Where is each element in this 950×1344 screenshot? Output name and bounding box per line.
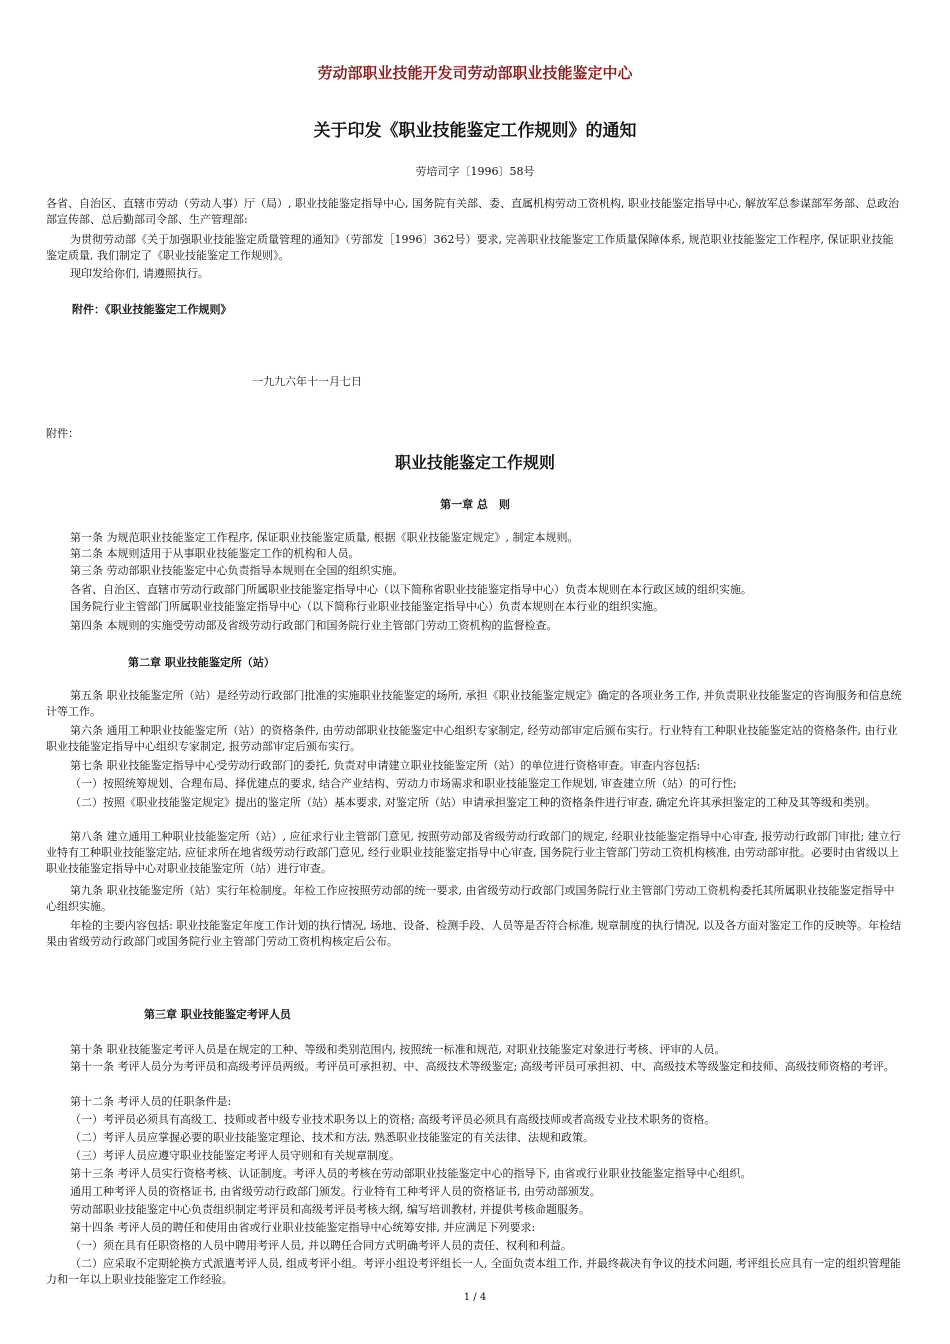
- document-number: 劳培司字〔1996〕58号: [415, 165, 535, 178]
- chapter-1-title: 第一章 总 则: [440, 498, 510, 511]
- article-14-item-2: （二）应采取不定期轮换方式派遣考评人员, 组成考评小组。考评小组设考评组长一人, 全面负责本组工作, 并最终裁决有争议的技术问题, 考评组长应具有一定的组织管理能力和一年以上职业技能鉴定工作经验。: [46, 1257, 901, 1286]
- rules-title: 职业技能鉴定工作规则: [394, 453, 555, 472]
- article-11: 第十一条 考评人员分为考评员和高级考评员两级。考评员可承担初、中、高级技术等级鉴定; 高级考评员可承担初、中、高级技术等级鉴定和技师、高级技师资格的考评。: [70, 1060, 895, 1073]
- attachment-label: 附件：: [46, 427, 79, 440]
- chapter-2-title: 第二章 职业技能鉴定所（站）: [128, 656, 275, 669]
- issuing-organization: 劳动部职业技能开发司劳动部职业技能鉴定中心: [317, 64, 633, 82]
- article-1: 第一条 为规范职业技能鉴定工作程序, 保证职业技能鉴定质量, 根据《职业技能鉴定规定》, 制定本规则。: [70, 531, 579, 544]
- article-13-certificates: 通用工种考评人员的资格证书, 由省级劳动行政部门颁发。行业特有工种考评人员的资格证书, 由劳动部颁发。: [70, 1185, 601, 1198]
- article-7: 第七条 职业技能鉴定指导中心受劳动行政部门的委托, 负责对申请建立职业技能鉴定所（站）的单位进行资格审查。审查内容包括:: [70, 759, 701, 772]
- notice-date: 一九九六年十一月七日: [252, 375, 362, 388]
- article-8: 第八条 建立通用工种职业技能鉴定所（站）, 应征求行业主管部门意见, 按照劳动部及省级劳动行政部门的规定, 经职业技能鉴定指导中心审查, 报劳动行政部门审批; 建立行业特有工种职业技能鉴定站, 应征求所在地省级劳动行政部门意见, 经行业职业技能鉴定指导中心审查, 国务院行业主管部门劳动工资机构核准, 由劳动部审批。必要时由省级以上职业技能鉴定指导中心对职业技能鉴定所（站）进行审查。: [46, 830, 901, 875]
- article-12: 第十二条 考评人员的任职条件是:: [70, 1095, 232, 1108]
- article-14-item-1: （一）须在具有任职资格的人员中聘用考评人员, 并以聘任合同方式明确考评人员的责任、权利和利益。: [70, 1239, 572, 1252]
- notice-body-2: 现印发给你们, 请遵照执行。: [70, 267, 209, 280]
- article-12-item-1: （一）考评员必须具有高级工、技师或者中级专业技术职务以上的资格; 高级考评员必须具有高级技师或者高级专业技术职务的资格。: [70, 1113, 716, 1126]
- article-6: 第六条 通用工种职业技能鉴定所（站）的资格条件, 由劳动部职业技能鉴定中心组织专家制定, 经劳动部审定后颁布实行。行业特有工种职业技能鉴定站的资格条件, 由行业职业技能鉴定指导中心组织专家制定, 报劳动部审定后颁布实行。: [46, 724, 898, 753]
- article-13: 第十三条 考评人员实行资格考核、认证制度。考评人员的考核在劳动部职业技能鉴定中心的指导下, 由省或行业职业技能鉴定指导中心组织。: [70, 1167, 752, 1180]
- article-12-item-3: （三）考评人员应遵守职业技能鉴定考评人员守则和有关规章制度。: [70, 1149, 400, 1162]
- addressees: 各省、自治区、直辖市劳动（劳动人事）厅（局）, 职业技能鉴定指导中心, 国务院有关部、委、直属机构劳动工资机构, 职业技能鉴定指导中心, 解放军总参谋部军务部、总政治部宣传部、总后勤部司令部、生产管理部:: [46, 197, 899, 226]
- notice-title: 关于印发《职业技能鉴定工作规则》的通知: [313, 121, 637, 141]
- article-9: 第九条 职业技能鉴定所（站）实行年检制度。年检工作应按照劳动部的统一要求, 由省级劳动行政部门或国务院行业主管部门劳动工资机构委托其所属职业技能鉴定指导中心组织实施。: [46, 884, 895, 913]
- attachment-line: 附件：《职业技能鉴定工作规则》: [72, 303, 232, 316]
- article-7-item-1: （一）按照统筹规划、合理布局、择优建点的要求, 结合产业结构、劳动力市场需求和职业技能鉴定工作规划, 审查建立所（站）的可行性;: [70, 777, 737, 790]
- article-3: 第三条 劳动部职业技能鉴定中心负责指导本规则在全国的组织实施。: [70, 564, 404, 577]
- article-14: 第十四条 考评人员的聘任和使用由省或行业职业技能鉴定指导中心统筹安排, 并应满足下列要求:: [70, 1221, 536, 1234]
- notice-body-1: 为贯彻劳动部《关于加强职业技能鉴定质量管理的通知》（劳部发［1996〕362号）要求, 完善职业技能鉴定工作质量保障体系, 规范职业技能鉴定工作程序, 保证职业技能鉴定质量, 我们制定了《职业技能鉴定工作规则》。: [46, 233, 894, 262]
- article-3-industry: 国务院行业主管部门所属职业技能鉴定指导中心（以下简称行业职业技能鉴定指导中心）负责本规则在本行业的组织实施。: [70, 600, 664, 613]
- article-3-provincial: 各省、自治区、直辖市劳动行政部门所属职业技能鉴定指导中心（以下简称省职业技能鉴定指导中心）负责本规则在本行政区域的组织实施。: [70, 583, 752, 596]
- article-5: 第五条 职业技能鉴定所（站）是经劳动行政部门批准的实施职业技能鉴定的场所, 承担《职业技能鉴定规定》确定的各项业务工作, 并负责职业技能鉴定的咨询服务和信息统计等工作。: [46, 689, 902, 718]
- article-13-training: 劳动部职业技能鉴定中心负责组织制定考评员和高级考评员考核大纲, 编写培训教材, 并提供考核命题服务。: [70, 1203, 590, 1216]
- article-12-item-2: （二）考评人员应掌握必要的职业技能鉴定理论、技术和方法, 熟悉职业技能鉴定的有关法律、法规和政策。: [70, 1131, 594, 1144]
- page-number: 1 / 4: [463, 1292, 487, 1303]
- article-9-annual-review: 年检的主要内容包括: 职业技能鉴定年度工作计划的执行情况, 场地、设备、检测手段、人员等是否符合标准, 规章制度的执行情况, 以及各方面对鉴定工作的反映等。年检结果由省级劳动行政部门或国务院行业主管部门劳动工资机构核定后公布。: [46, 919, 902, 948]
- article-7-item-2: （二）按照《职业技能鉴定规定》提出的鉴定所（站）基本要求, 对鉴定所（站）申请承担鉴定工种的资格条件进行审查, 确定允许其承担鉴定的工种及其等级和类别。: [70, 796, 876, 809]
- chapter-3-title: 第三章 职业技能鉴定考评人员: [144, 1008, 291, 1021]
- article-2: 第二条 本规则适用于从事职业技能鉴定工作的机构和人员。: [70, 547, 360, 560]
- article-10: 第十条 职业技能鉴定考评人员是在规定的工种、等级和类别范围内, 按照统一标准和规范, 对职业技能鉴定对象进行考核、评审的人员。: [70, 1043, 726, 1056]
- article-4: 第四条 本规则的实施受劳动部及省级劳动行政部门和国务院行业主管部门劳动工资机构的监督检查。: [70, 619, 558, 632]
